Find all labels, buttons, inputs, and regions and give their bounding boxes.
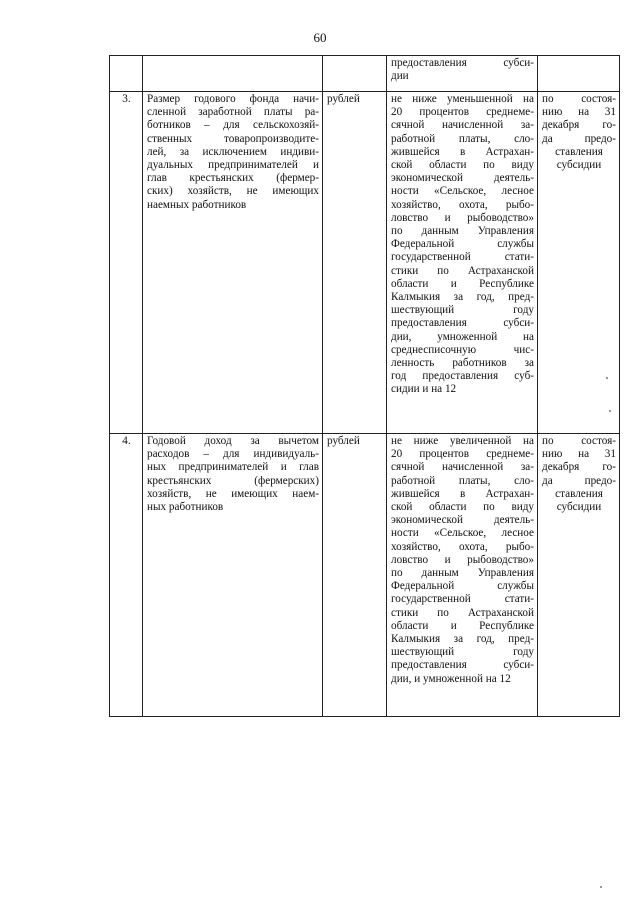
indicator-line: хозяйств, не имеющих наем- [147,487,319,500]
value-line: сидии и на 12 [391,383,457,396]
value-line: стики по Астраханской [391,264,534,277]
value-line: среднесписочную чис- [391,343,534,356]
value-line: сячной начисленной за- [391,119,534,132]
value-line: не ниже уменьшенной на [391,93,534,105]
indicator-line: ботников – для сельскохозяй- [147,119,319,132]
cell-number [110,56,143,92]
indicator-line: Размер годового фонда начи- [147,93,319,105]
indicator-line: крестьянских (фермерских) [147,474,319,487]
value-line: стики по Астраханской [391,606,534,619]
date-line: ставления [555,145,603,158]
value-line: ловство и рыбоводство» [391,211,534,224]
value-line: Калмыкия за год, пред- [391,633,534,646]
value-line: не ниже увеличенной на [391,435,534,447]
indicator-line: глав крестьянских (фермер- [147,172,319,185]
value-line: области и Республике [391,619,534,632]
value-line: ности «Сельское, лесное [391,185,534,198]
value-line: государственной стати- [391,593,534,606]
date-line: декабря го- [542,461,616,474]
date-line: по состоя- [542,93,616,105]
value-line: по данным Управления [391,567,534,580]
value-line: ловство и рыбоводство» [391,553,534,566]
value-line: Федеральной службы [391,580,534,593]
table-row [110,434,620,717]
date-line: декабря го- [542,119,616,132]
cell-indicator [143,434,323,717]
scan-speck [609,410,611,412]
scan-speck [606,377,608,379]
value-line: ской области по виду [391,159,534,172]
cell-date [538,56,620,92]
indicator-line: наемных работников [147,198,247,211]
value-line: год предоставления суб- [391,370,534,383]
date-line: да предо- [542,132,616,145]
value-line: шествующий году [391,646,534,659]
value-line: дии [391,70,409,83]
value-line: Калмыкия за год, пред- [391,291,534,304]
value-line: сячной начисленной за- [391,461,534,474]
cell-value [387,434,538,717]
row-number: 4. [110,434,143,717]
value-line: области и Республике [391,277,534,290]
scan-speck [600,886,602,888]
value-line: ской области по виду [391,501,534,514]
indicator-line: ных предпринимателей и глав [147,461,319,474]
value-line: предоставления субси- [391,57,534,69]
value-line: жившейся в Астрахан- [391,487,534,500]
cell-indicator [143,56,323,92]
value-line: работной платы, сло- [391,474,534,487]
table-row-continuation [110,56,620,92]
value-line: 20 процентов среднеме- [391,106,534,119]
cell-value [387,92,538,434]
indicator-line: ственных товаропроизводите- [147,132,319,145]
value-line: по данным Управления [391,225,534,238]
value-line: хозяйство, охота, рыбо- [391,540,534,553]
cell-date [538,434,620,717]
value-line: предоставления субси- [391,659,534,672]
value-line: работной платы, сло- [391,132,534,145]
value-line: ленность работников за [391,357,534,370]
indicator-line: дуальных предпринимателей и [147,159,319,172]
date-line: по состоя- [542,435,616,447]
unit-of-measure: рублей [323,92,387,434]
value-line: государственной стати- [391,251,534,264]
value-line: шествующий году [391,304,534,317]
indicator-line: ных работников [147,501,224,514]
value-line: Федеральной службы [391,238,534,251]
value-line: дии, умноженной на [391,330,534,343]
table-row [110,92,620,434]
value-line: предоставления субси- [391,317,534,330]
date-line: нию на 31 [542,106,616,119]
indicator-line: лей, за исключением индиви- [147,145,319,158]
cell-indicator [143,92,323,434]
indicator-line: Годовой доход за вычетом [147,435,319,447]
value-line: экономической деятель- [391,172,534,185]
indicator-line: сленной заработной платы ра- [147,106,319,119]
date-line: да предо- [542,474,616,487]
cell-value [387,56,538,92]
date-line: ставления [555,487,603,500]
row-number: 3. [110,92,143,434]
cell-unit [323,56,387,92]
unit-of-measure: рублей [323,434,387,717]
value-line: экономической деятель- [391,514,534,527]
date-line: субсидии [556,501,602,514]
subsidy-criteria-table [109,55,620,717]
cell-date [538,92,620,434]
date-line: нию на 31 [542,448,616,461]
value-line: 20 процентов среднеме- [391,448,534,461]
value-line: жившейся в Астрахан- [391,145,534,158]
value-line: дии, и умноженной на 12 [391,672,511,685]
page-number: 60 [313,30,327,45]
indicator-line: ских) хозяйств, не имеющих [147,185,319,198]
value-line: хозяйство, охота, рыбо- [391,198,534,211]
indicator-line: расходов – для индивидуаль- [147,448,319,461]
date-line: субсидии [556,159,602,172]
value-line: ности «Сельское, лесное [391,527,534,540]
